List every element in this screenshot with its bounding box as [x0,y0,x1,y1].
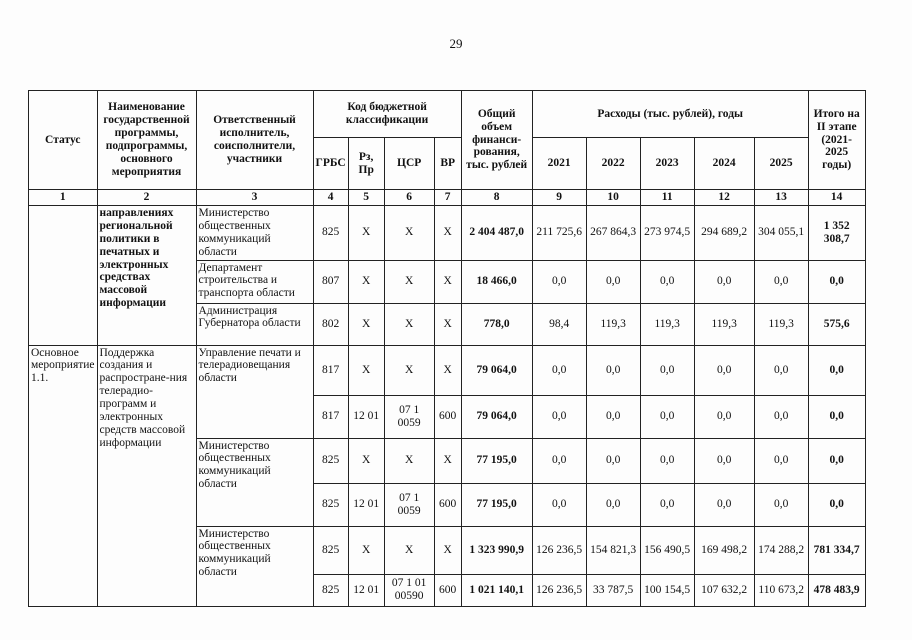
grbs-cell: 817 [313,395,348,438]
stage-total-cell: 478 483,9 [808,574,865,606]
header-csr: ЦСР [384,138,434,190]
status-cell-empty [29,206,98,346]
year-2021-cell: 98,4 [532,303,586,345]
column-number: 4 [313,190,348,206]
executor-name: Управление печати и телерадиовещания области [196,345,313,438]
year-2025-cell: 174 288,2 [754,526,808,574]
year-2021-cell: 0,0 [532,345,586,395]
rzpr-cell: Х [348,526,384,574]
total-cell: 79 064,0 [461,395,532,438]
column-number: 8 [461,190,532,206]
year-2024-cell: 169 498,2 [694,526,754,574]
header-stage-total: Итого на II этапе (2021-2025 годы) [808,91,865,190]
year-2022-cell: 0,0 [586,260,640,303]
column-number: 1 [29,190,98,206]
year-2022-cell: 267 864,3 [586,206,640,261]
year-2024-cell: 119,3 [694,303,754,345]
header-total-funding: Общий объем финанси-рования, тыс. рублей [461,91,532,190]
executor-name: Администрация Губернатора области [196,303,313,345]
year-2024-cell: 0,0 [694,345,754,395]
csr-cell: 07 1 01 00590 [384,574,434,606]
grbs-cell: 825 [313,483,348,526]
header-2022: 2022 [586,138,640,190]
year-2023-cell: 273 974,5 [640,206,694,261]
rzpr-cell: 12 01 [348,395,384,438]
column-number: 9 [532,190,586,206]
year-2023-cell: 0,0 [640,260,694,303]
main-activity-status: Основное мероприятие 1.1. [29,345,98,606]
year-2025-cell: 304 055,1 [754,206,808,261]
header-expenses: Расходы (тыс. рублей), годы [532,91,808,138]
executor-name: Министерство общественных коммуникаций области [196,526,313,606]
csr-cell: Х [384,260,434,303]
year-2025-cell: 0,0 [754,395,808,438]
executor-name: Министерство общественных коммуникаций области [196,206,313,261]
grbs-cell: 825 [313,574,348,606]
year-2022-cell: 154 821,3 [586,526,640,574]
year-2024-cell: 0,0 [694,395,754,438]
vr-cell: 600 [434,574,461,606]
executor-name: Министерство общественных коммуникаций области [196,438,313,526]
year-2023-cell: 0,0 [640,395,694,438]
column-number: 3 [196,190,313,206]
stage-total-cell: 1 352 308,7 [808,206,865,261]
year-2024-cell: 107 632,2 [694,574,754,606]
column-number: 10 [586,190,640,206]
column-number: 6 [384,190,434,206]
vr-cell: Х [434,438,461,483]
year-2023-cell: 0,0 [640,438,694,483]
grbs-cell: 802 [313,303,348,345]
year-2024-cell: 0,0 [694,483,754,526]
rzpr-cell: 12 01 [348,483,384,526]
year-2021-cell: 126 236,5 [532,526,586,574]
budget-table [28,90,866,607]
vr-cell: Х [434,260,461,303]
grbs-cell: 825 [313,438,348,483]
csr-cell: Х [384,438,434,483]
rzpr-cell: Х [348,303,384,345]
header-2021: 2021 [532,138,586,190]
total-cell: 77 195,0 [461,438,532,483]
stage-total-cell: 0,0 [808,260,865,303]
year-2023-cell: 156 490,5 [640,526,694,574]
csr-cell: 07 1 0059 [384,395,434,438]
subprogram-name: направлениях региональной политики в печатных и электронных средствах массовой информации [97,206,196,346]
total-cell: 1 323 990,9 [461,526,532,574]
year-2021-cell: 211 725,6 [532,206,586,261]
year-2023-cell: 0,0 [640,345,694,395]
year-2022-cell: 33 787,5 [586,574,640,606]
page-number: 29 [449,36,463,51]
csr-cell: 07 1 0059 [384,483,434,526]
year-2022-cell: 0,0 [586,438,640,483]
year-2024-cell: 0,0 [694,260,754,303]
year-2024-cell: 0,0 [694,438,754,483]
csr-cell: Х [384,345,434,395]
total-cell: 18 466,0 [461,260,532,303]
column-number-row [29,190,866,206]
column-number: 7 [434,190,461,206]
header-budget-code: Код бюджетной классификации [313,91,461,138]
total-cell: 778,0 [461,303,532,345]
header-vr: ВР [434,138,461,190]
year-2024-cell: 294 689,2 [694,206,754,261]
total-cell: 2 404 487,0 [461,206,532,261]
year-2021-cell: 0,0 [532,260,586,303]
year-2023-cell: 119,3 [640,303,694,345]
year-2021-cell: 126 236,5 [532,574,586,606]
column-number: 12 [694,190,754,206]
grbs-cell: 825 [313,206,348,261]
column-number: 2 [97,190,196,206]
total-cell: 77 195,0 [461,483,532,526]
year-2021-cell: 0,0 [532,438,586,483]
rzpr-cell: Х [348,438,384,483]
header-2025: 2025 [754,138,808,190]
header-name: Наименование государственной программы, подпрограммы, основного мероприятия [97,91,196,190]
vr-cell: Х [434,526,461,574]
vr-cell: Х [434,206,461,261]
csr-cell: Х [384,206,434,261]
column-number: 5 [348,190,384,206]
year-2025-cell: 0,0 [754,438,808,483]
column-number: 14 [808,190,865,206]
year-2022-cell: 0,0 [586,345,640,395]
rzpr-cell: Х [348,345,384,395]
total-cell: 79 064,0 [461,345,532,395]
stage-total-cell: 0,0 [808,395,865,438]
header-status: Статус [29,91,98,190]
rzpr-cell: Х [348,206,384,261]
csr-cell: Х [384,526,434,574]
stage-total-cell: 575,6 [808,303,865,345]
column-number: 13 [754,190,808,206]
header-2023: 2023 [640,138,694,190]
year-2025-cell: 119,3 [754,303,808,345]
year-2023-cell: 0,0 [640,483,694,526]
stage-total-cell: 0,0 [808,438,865,483]
vr-cell: 600 [434,483,461,526]
year-2021-cell: 0,0 [532,395,586,438]
year-2025-cell: 110 673,2 [754,574,808,606]
header-2024: 2024 [694,138,754,190]
csr-cell: Х [384,303,434,345]
year-2021-cell: 0,0 [532,483,586,526]
stage-total-cell: 0,0 [808,345,865,395]
rzpr-cell: 12 01 [348,574,384,606]
main-activity-name: Поддержка создания и распростране-ния телерадио-программ и электронных средств массовой информации [97,345,196,606]
header-grbs: ГРБС [313,138,348,190]
grbs-cell: 807 [313,260,348,303]
year-2025-cell: 0,0 [754,483,808,526]
grbs-cell: 817 [313,345,348,395]
header-responsible: Ответственный исполнитель, соисполнители, участники [196,91,313,190]
year-2023-cell: 100 154,5 [640,574,694,606]
stage-total-cell: 781 334,7 [808,526,865,574]
grbs-cell: 825 [313,526,348,574]
vr-cell: Х [434,345,461,395]
stage-total-cell: 0,0 [808,483,865,526]
column-number: 11 [640,190,694,206]
rzpr-cell: Х [348,260,384,303]
year-2025-cell: 0,0 [754,260,808,303]
year-2025-cell: 0,0 [754,345,808,395]
year-2022-cell: 0,0 [586,395,640,438]
table-row [29,345,866,395]
year-2022-cell: 0,0 [586,483,640,526]
vr-cell: 600 [434,395,461,438]
total-cell: 1 021 140,1 [461,574,532,606]
executor-name: Департамент строительства и транспорта области [196,260,313,303]
vr-cell: Х [434,303,461,345]
year-2022-cell: 119,3 [586,303,640,345]
header-rzpr: Рз, Пр [348,138,384,190]
table-row [29,206,866,261]
